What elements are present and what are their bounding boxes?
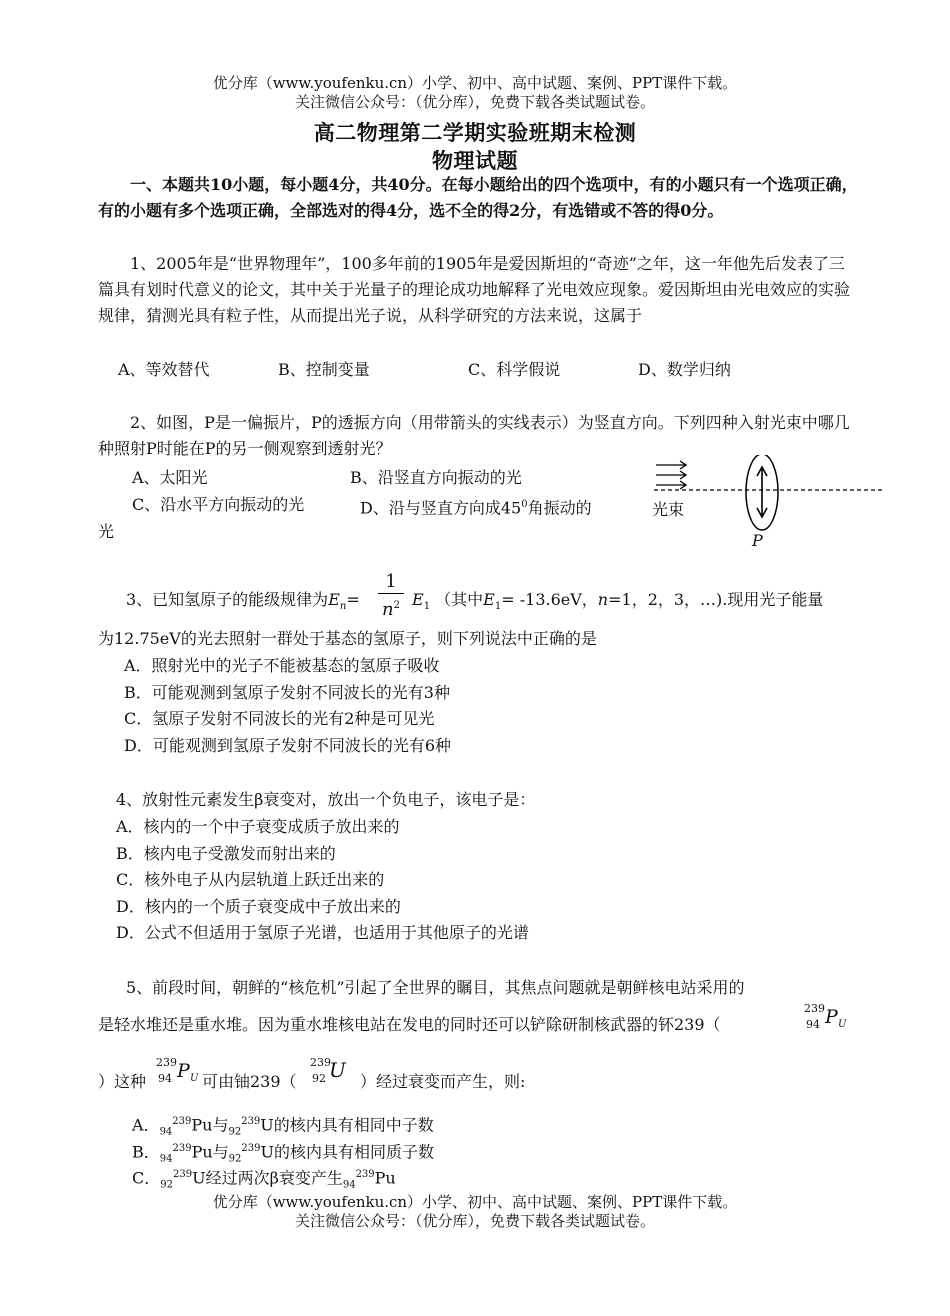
footer-line-2: 关注微信公众号：（优分库），免费下载各类试题试卷。: [294, 1212, 655, 1230]
incident-beam-arrows: [656, 461, 686, 489]
section-instructions: 一、本题共10小题，每小题4分，共40分。在每小题给出的四个选项中，有的小题只有一个选项正确，有的小题有多个选项正确，全部选对的得4分，选不全的得2分，有选错或不答的得0分。: [98, 175, 858, 220]
q2-option-a: A、太阳光: [132, 468, 208, 487]
fraction-denominator: $n^2$: [382, 599, 400, 620]
q4-option-d: D．核内的一个质子衰变成中子放出来的: [116, 897, 401, 916]
question-2-stem: 2、如图，P是一偏振片，P的透振方向（用带箭头的实线表示）为竖直方向。下列四种入射光束中哪几种照射P时能在P的另一侧观察到透射光？: [98, 413, 850, 458]
energy-formula-fraction: [376, 572, 406, 621]
polarizer-label: P: [752, 531, 763, 550]
q2-option-b: B、沿竖直方向振动的光: [350, 468, 522, 487]
question-5-line-3c: ）经过衰变而产生，则:: [360, 1072, 526, 1091]
q4-option-a: A．核内的一个中子衰变成质子放出来的: [116, 817, 400, 836]
q4-option-b: B．核内电子受激发而射出来的: [116, 844, 336, 863]
question-5-line-2: 是轻水堆还是重水堆。因为重水堆核电站在发电的同时还可以铲除研制核武器的钚239（: [98, 1015, 721, 1034]
q3-option-a: A．照射光中的光子不能被基态的氢原子吸收: [124, 656, 440, 675]
q1-option-b: B、控制变量: [278, 360, 370, 379]
footer-line-1: 优分库（www.youfenku.cn）小学、初中、高中试题、案例、PPT课件下载。: [212, 1193, 738, 1211]
question-3-line-1-cont: $E_1$ （其中$E_1= -13.6eV$，n=1，2，3，…).现用光子能量: [412, 590, 824, 613]
question-5-line-3a: ）这种: [98, 1072, 147, 1091]
q2-option-d-wrap: 光: [98, 522, 115, 541]
q3-option-d: D．可能观测到氢原子发射不同波长的光有6种: [124, 736, 452, 755]
nuclide-u-239-inline: 239 92 U: [310, 1056, 346, 1085]
q5-option-b: B．$_{94}^{239}$Pu与$_{92}^{239}$U的核内具有相同质子数: [132, 1142, 434, 1165]
page-subtitle: 物理试题: [432, 148, 518, 173]
nuclide-pu-239-inline-1: 239 94 P U: [804, 1002, 847, 1031]
q1-option-d: D、数学归纳: [638, 360, 731, 379]
q3-option-c: C．氢原子发射不同波长的光有2种是可见光: [124, 709, 435, 728]
question-5-line-3b: 可由铀239（: [202, 1072, 297, 1091]
question-4-stem: 4、放射性元素发生β衰变对，放出一个负电子，该电子是：: [116, 790, 536, 809]
q4-option-c: C．核外电子从内层轨道上跃迁出来的: [116, 870, 385, 889]
nuclide-pu-239-inline-2: 239 94 P U: [156, 1056, 199, 1085]
transmission-axis-arrow: [757, 467, 767, 517]
beam-label: 光束: [652, 500, 685, 519]
q1-option-c: C、科学假说: [468, 360, 561, 379]
question-5-line-1: 5、前段时间，朝鲜的“核危机”引起了全世界的瞩目，其焦点问题就是朝鲜核电站采用的: [126, 978, 745, 997]
q4-option-d-extra: D．公式不但适用于氢原子光谱，也适用于其他原子的光谱: [116, 923, 529, 942]
q5-option-c: C．$_{92}^{239}$U经过两次β衰变产生$_{94}^{239}$Pu: [132, 1168, 396, 1191]
q2-option-d: D、沿与竖直方向成$45^0$角振动的: [360, 498, 592, 518]
q2-option-c: C、沿水平方向振动的光: [132, 495, 305, 514]
header-line-1: 优分库（www.youfenku.cn）小学、初中、高中试题、案例、PPT课件下载。: [212, 74, 738, 92]
q3-option-b: B．可能观测到氢原子发射不同波长的光有3种: [124, 683, 450, 702]
q1-option-a: A、等效替代: [118, 360, 210, 379]
header-line-2: 关注微信公众号：（优分库），免费下载各类试题试卷。: [294, 93, 655, 111]
fraction-bar: [378, 593, 404, 594]
question-3-line-1: 3、已知氢原子的能级规律为$E_n=$: [126, 590, 360, 613]
page-title: 高二物理第二学期实验班期末检测: [313, 120, 637, 145]
fraction-numerator: 1: [385, 571, 397, 592]
question-3-line-2: 为12.75eV的光去照射一群处于基态的氢原子，则下列说法中正确的是: [98, 629, 597, 648]
question-1-stem: 1、2005年是“世界物理年”，100多年前的1905年是爱因斯坦的“奇迹”之年，这一年他先后发表了三篇具有划时代意义的论文，其中关于光量子的理论成功地解释了光电效应现象。爱因斯坦由光电效应的实验规律，猜测光具有粒子性，从而提出光子说，从科学研究的方法来说，这属于: [98, 254, 851, 325]
q5-option-a: A．$_{94}^{239}$Pu与$_{92}^{239}$U的核内具有相同中子数: [132, 1115, 434, 1138]
